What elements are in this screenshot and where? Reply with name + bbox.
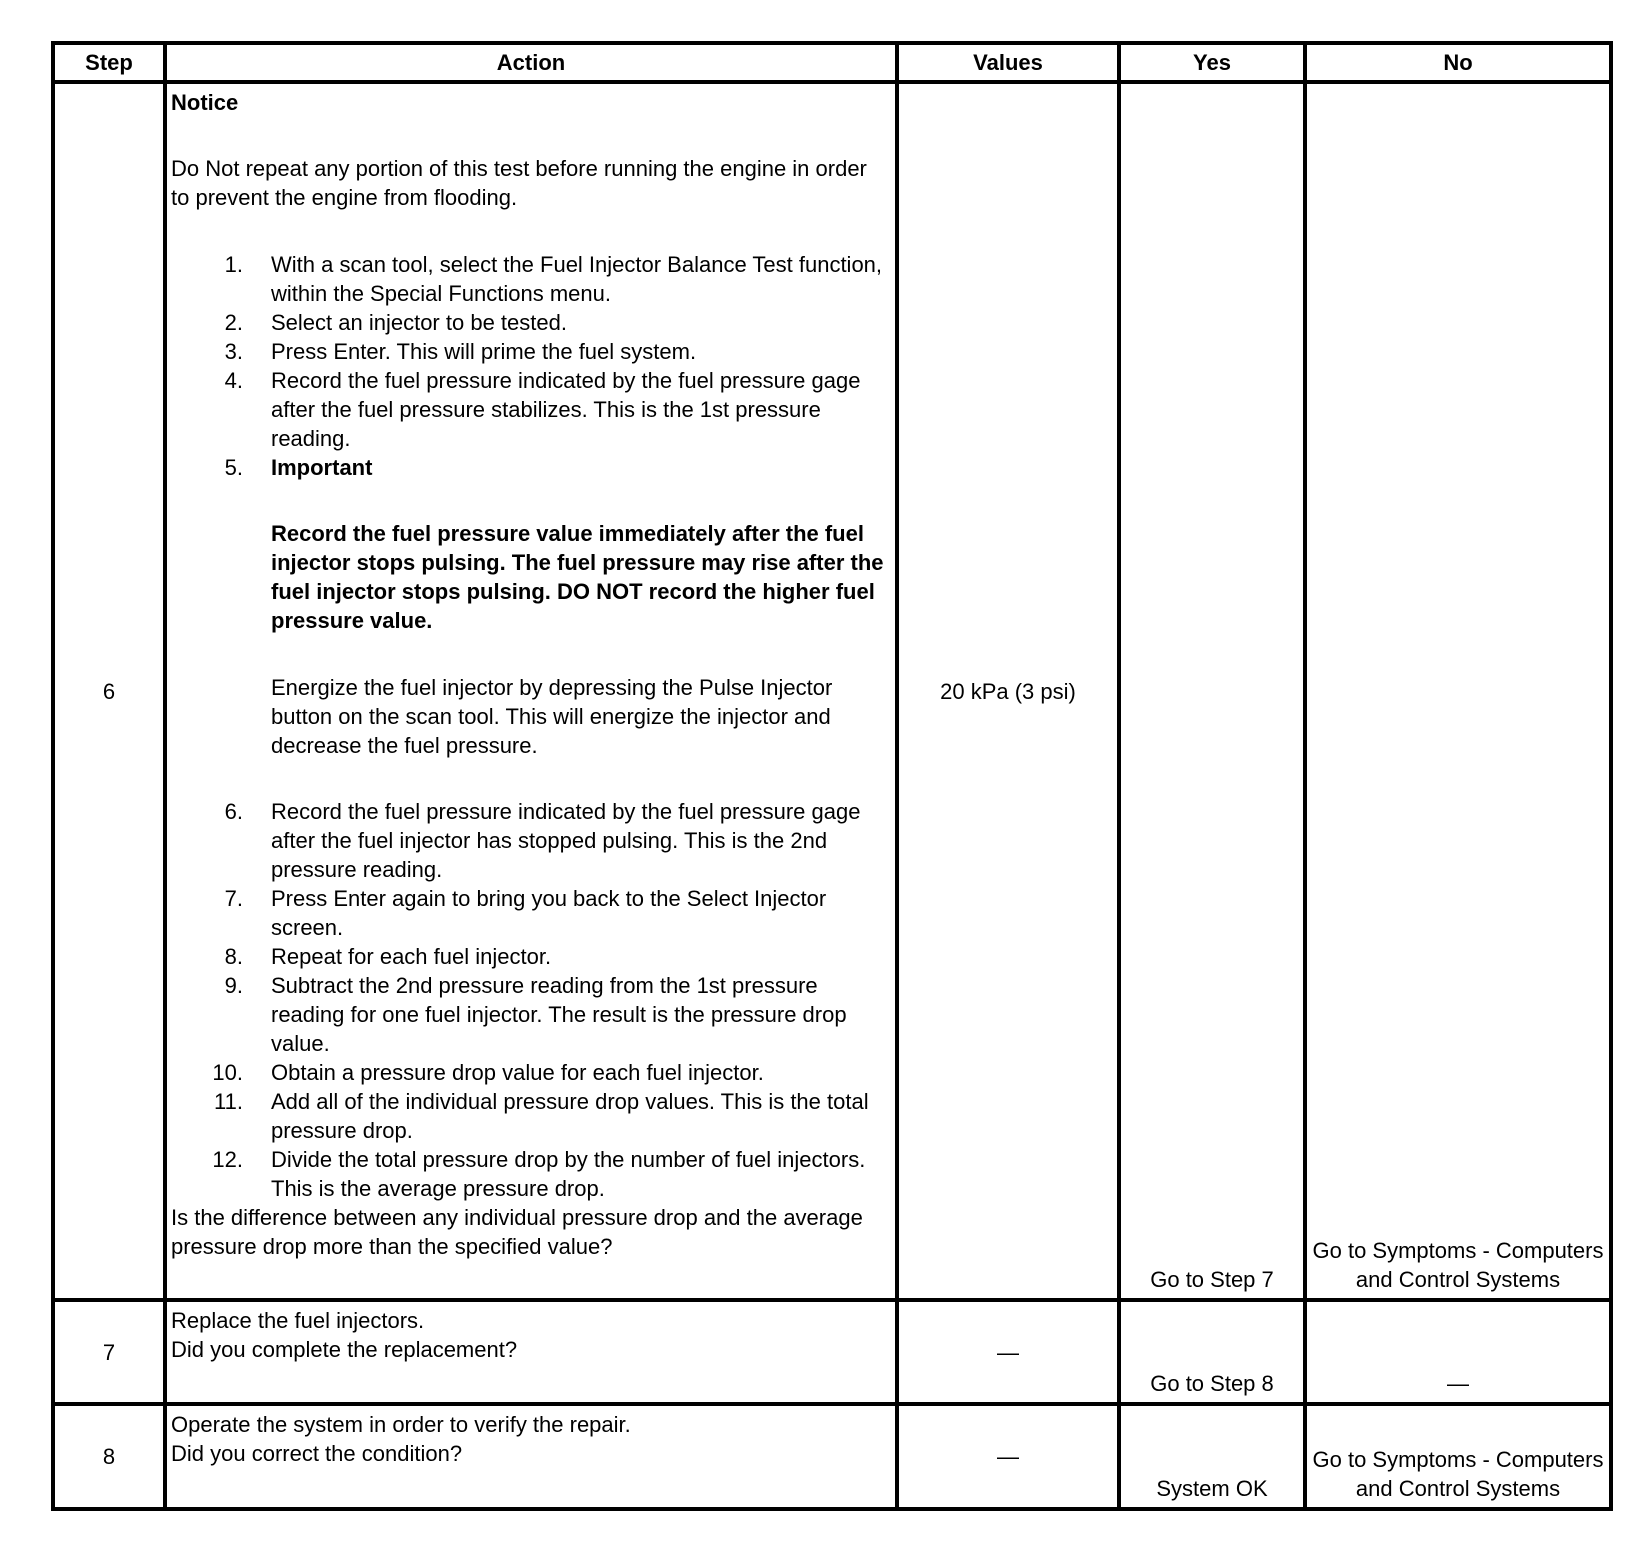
question-text: Did you correct the condition? [171,1441,463,1466]
header-action: Action [165,43,897,82]
table-row-step-8 [53,1404,1611,1509]
procedure-list [171,250,891,1203]
list-item: 5. Important [171,453,891,482]
action-cell [165,82,897,1300]
table-row-step-7 [53,1300,1611,1404]
header-no: No [1305,43,1611,82]
header-row [53,43,1611,82]
step-number: 6 [53,82,165,1300]
yes-cell: System OK [1119,1404,1305,1509]
action-cell [165,1404,897,1509]
important-label: Important [271,455,373,480]
yes-cell: Go to Step 8 [1119,1300,1305,1404]
list-item: 9. Subtract the 2nd pressure reading from the 1st pressure reading for one fuel injector. The result is the pressure drop value. [224,973,847,1056]
no-cell: — [1305,1300,1611,1404]
question-text: Did you complete the replacement? [171,1337,518,1362]
list-item: 1. With a scan tool, select the Fuel Injector Balance Test function, within the Special Functions menu. [224,252,883,306]
list-item: 3. Press Enter. This will prime the fuel system. [224,339,697,364]
action-text: Operate the system in order to verify the repair. [171,1412,631,1437]
question-text: Is the difference between any individual pressure drop and the average pressure drop more than the specified value? [171,1205,863,1259]
header-values: Values [897,43,1119,82]
table-row-step-6 [53,82,1611,1300]
notice-title: Notice [171,90,239,115]
list-item: 6. Record the fuel pressure indicated by the fuel pressure gage after the fuel injector has stopped pulsing. This is the 2nd pressure reading. [224,799,861,882]
list-item: 7. Press Enter again to bring you back to the Select Injector screen. [224,886,827,940]
action-cell [165,1300,897,1404]
list-item: 8. Repeat for each fuel injector. [224,944,552,969]
no-cell: Go to Symptoms - Computers and Control Systems [1305,82,1611,1300]
values-cell: — [897,1300,1119,1404]
yes-cell: Go to Step 7 [1119,82,1305,1300]
important-note: Record the fuel pressure value immediately after the fuel injector stops pulsing. The fuel pressure may rise after the fuel injector stops pulsing. DO NOT record the higher fuel pressure value. [271,521,884,633]
energize-note: Energize the fuel injector by depressing the Pulse Injector button on the scan tool. This will energize the injector and decrease the fuel pressure. [271,675,833,758]
values-cell: 20 kPa (3 psi) [897,82,1119,1300]
list-item: 11. Add all of the individual pressure drop values. This is the total pressure drop. [214,1089,869,1143]
action-text: Replace the fuel injectors. [171,1308,425,1333]
list-item: 4. Record the fuel pressure indicated by the fuel pressure gage after the fuel pressure stabilizes. This is the 1st pressure reading. [224,368,861,451]
values-cell: — [897,1404,1119,1509]
header-yes: Yes [1119,43,1305,82]
step-number: 8 [53,1404,165,1509]
no-cell: Go to Symptoms - Computers and Control Systems [1305,1404,1611,1509]
diagnostic-table [51,41,1613,1511]
notice-text: Do Not repeat any portion of this test before running the engine in order to prevent the engine from flooding. [171,156,867,210]
header-step: Step [53,43,165,82]
list-item: 2. Select an injector to be tested. [224,310,567,335]
list-item: 10. Obtain a pressure drop value for each fuel injector. [212,1060,764,1085]
step-number: 7 [53,1300,165,1404]
list-item: 12. Divide the total pressure drop by the number of fuel injectors. This is the average pressure drop. [212,1147,866,1201]
